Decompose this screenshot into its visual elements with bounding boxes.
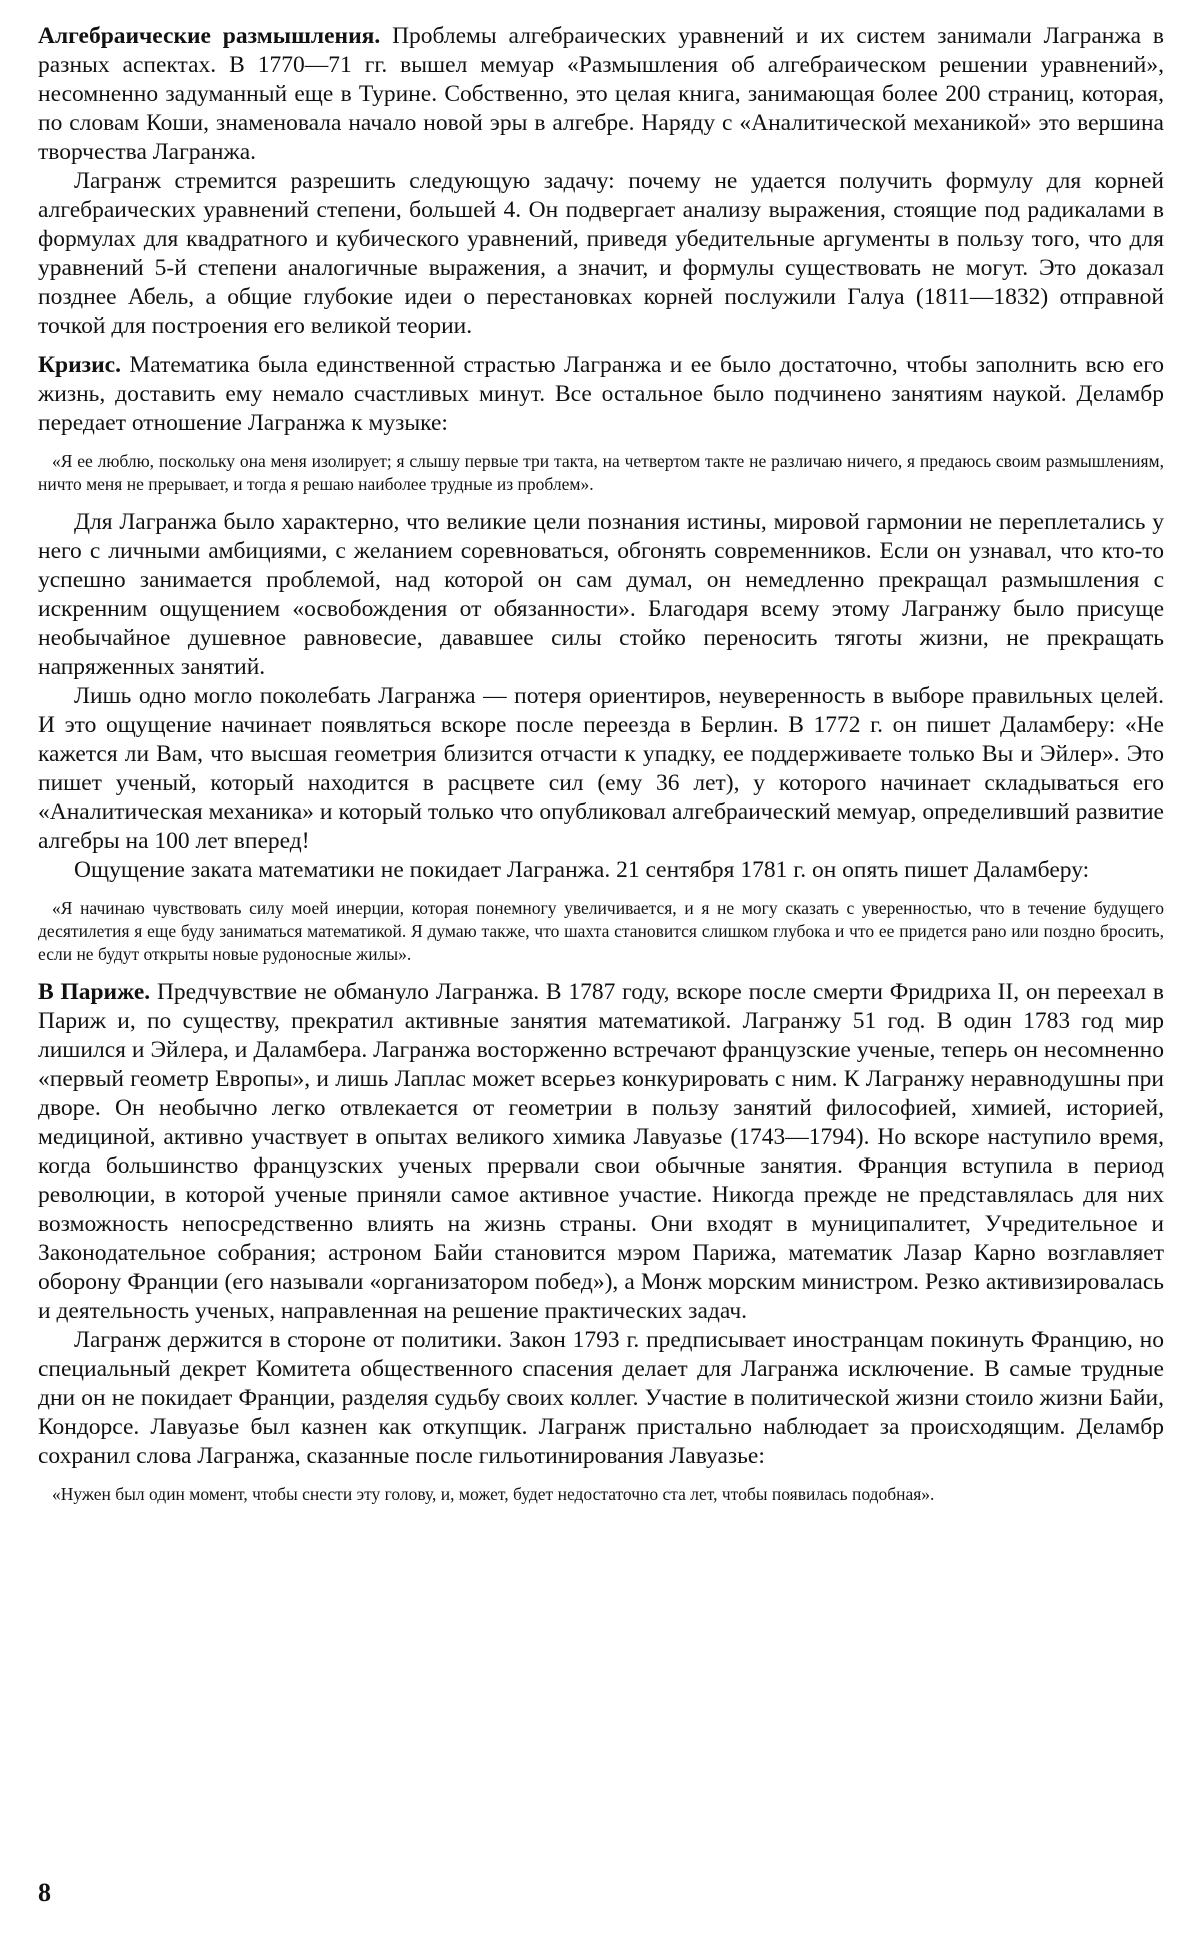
- paris-quote-1: «Нужен был один момент, чтобы снести эту голову, и, может, будет недостаточно ста лет, чтобы появилась подобная».: [52, 1484, 935, 1504]
- algebra-paragraph-1: [38, 22, 1164, 167]
- crisis-text-1: Математика была единственной страстью Лагранжа и ее было достаточно, чтобы заполнить всю его жизнь, доставить ему немало счастливых минут. Все остальное было подчинено занятиям наукой. Деламбр передает отношение Лагранжа к музыке:: [38, 352, 1164, 436]
- crisis-paragraph-1: [38, 351, 1164, 438]
- algebra-text-1: Проблемы алгебраических уравнений и их систем занимали Лагранжа в разных аспектах. В 1770—71 гг. вышел мемуар «Размышления об алгебраическом решении уравнений», несомненно задуманный еще в Турине. Собственно, это целая книга, занимающая более 200 страниц, которая, по словам Коши, знаменовала начало новой эры в алгебре. Наряду с «Аналитической механикой» это вершина творчества Лагранжа.: [38, 23, 1164, 165]
- paris-paragraph-1: [38, 978, 1164, 1326]
- crisis-paragraph-4: Ощущение заката математики не покидает Лагранжа. 21 сентября 1781 г. он опять пишет Даламберу:: [74, 857, 1090, 883]
- crisis-paragraph-3: Лишь одно могло поколебать Лагранжа — потеря ориентиров, неуверенность в выборе правильных целей. И это ощущение начинает появляться вскоре после переезда в Берлин. В 1772 г. он пишет Даламберу: «Не кажется ли Вам, что высшая геометрия близится отчасти к упадку, ее поддерживаете только Вы и Эйлер». Это пишет ученый, который находится в расцвете сил (ему 36 лет), у которого начинает складываться его «Аналитическая механика» и который только что опубликовал алгебраический мемуар, определивший развитие алгебры на 100 лет вперед!: [38, 683, 1164, 854]
- crisis-paragraph-2: Для Лагранжа было характерно, что великие цели познания истины, мировой гармонии не переплетались у него с личными амбициями, с желанием соревноваться, обгонять современников. Если он узнавал, что кто-то успешно занимается проблемой, над которой он сам думал, он немедленно прекращал размышления с искренним ощущением «освобождения от обязанности». Благодаря всему этому Лагранжу было присуще необычайное душевное равновесие, дававшее силы стойко переносить тяготы жизни, не прекращать напряженных занятий.: [38, 509, 1164, 680]
- paris-text-1: Предчувствие не обмануло Лагранжа. В 1787 году, вскоре после смерти Фридриха II, он переехал в Париж и, по существу, прекратил активные занятия математикой. Лагранжу 51 год. В один 1783 год мир лишился и Эйлера, и Даламбера. Лагранжа восторженно встречают французские ученые, теперь он несомненно «первый геометр Европы», и лишь Лаплас может всерьез конкурировать с ним. К Лагранжу неравнодушны при дворе. Он необычно легко отвлекается от геометрии в пользу занятий философией, химией, историей, медициной, активно участвует в опытах великого химика Лавуазье (1743—1794). Но вскоре наступило время, когда большинство французских ученых прервали свои обычные занятия. Франция вступила в период революции, в которой ученые приняли самое активное участие. Никогда прежде не представлялась для них возможность непосредственно влиять на жизнь страны. Они входят в муниципалитет, Учредительное и Законодательное собрания; астроном Байи становится мэром Парижа, математик Лазар Карно возглавляет оборону Франции (его называли «организатором побед»), а Монж морским министром. Резко активизировалась и деятельность ученых, направленная на решение практических задач.: [38, 979, 1164, 1324]
- page-number: 8: [38, 1878, 51, 1907]
- section-title-crisis: Кризис.: [38, 352, 121, 378]
- crisis-quote-2: «Я начинаю чувствовать силу моей инерции, которая понемногу увеличивается, и я не могу сказать с уверенностью, что в течение будущего десятилетия я еще буду заниматься математикой. Я думаю также, что шахта становится слишком глубока и что ее придется рано или поздно бросить, если не будут открыты новые рудоносные жилы».: [38, 898, 1164, 964]
- algebra-paragraph-2: Лагранж стремится разрешить следующую задачу: почему не удается получить формулу для корней алгебраических уравнений степени, большей 4. Он подвергает анализу выражения, стоящие под радикалами в формулах для квадратного и кубического уравнений, приведя убедительные аргументы в пользу того, что для уравнений 5-й степени аналогичные выражения, а значит, и формулы существовать не могут. Это доказал позднее Абель, а общие глубокие идеи о перестановках корней послужили Галуа (1811—1832) отправной точкой для построения его великой теории.: [38, 168, 1164, 339]
- crisis-quote-1: «Я ее люблю, поскольку она меня изолирует; я слышу первые три такта, на четвертом такте не различаю ничего, я предаюсь своим размышлениям, ничто меня не прерывает, и тогда я решаю наиболее трудные из проблем».: [38, 451, 1164, 494]
- paris-paragraph-2: Лагранж держится в стороне от политики. Закон 1793 г. предписывает иностранцам покинуть Францию, но специальный декрет Комитета общественного спасения делает для Лагранжа исключение. В самые трудные дни он не покидает Франции, разделяя судьбу своих коллег. Участие в политической жизни стоило жизни Байи, Кондорсе. Лавуазье был казнен как откупщик. Лагранж пристально наблюдает за происходящим. Деламбр сохранил слова Лагранжа, сказанные после гильотинирования Лавуазье:: [38, 1327, 1164, 1469]
- section-title-algebra: Алгебраические размышления.: [38, 23, 381, 49]
- section-title-paris: В Париже.: [38, 979, 151, 1005]
